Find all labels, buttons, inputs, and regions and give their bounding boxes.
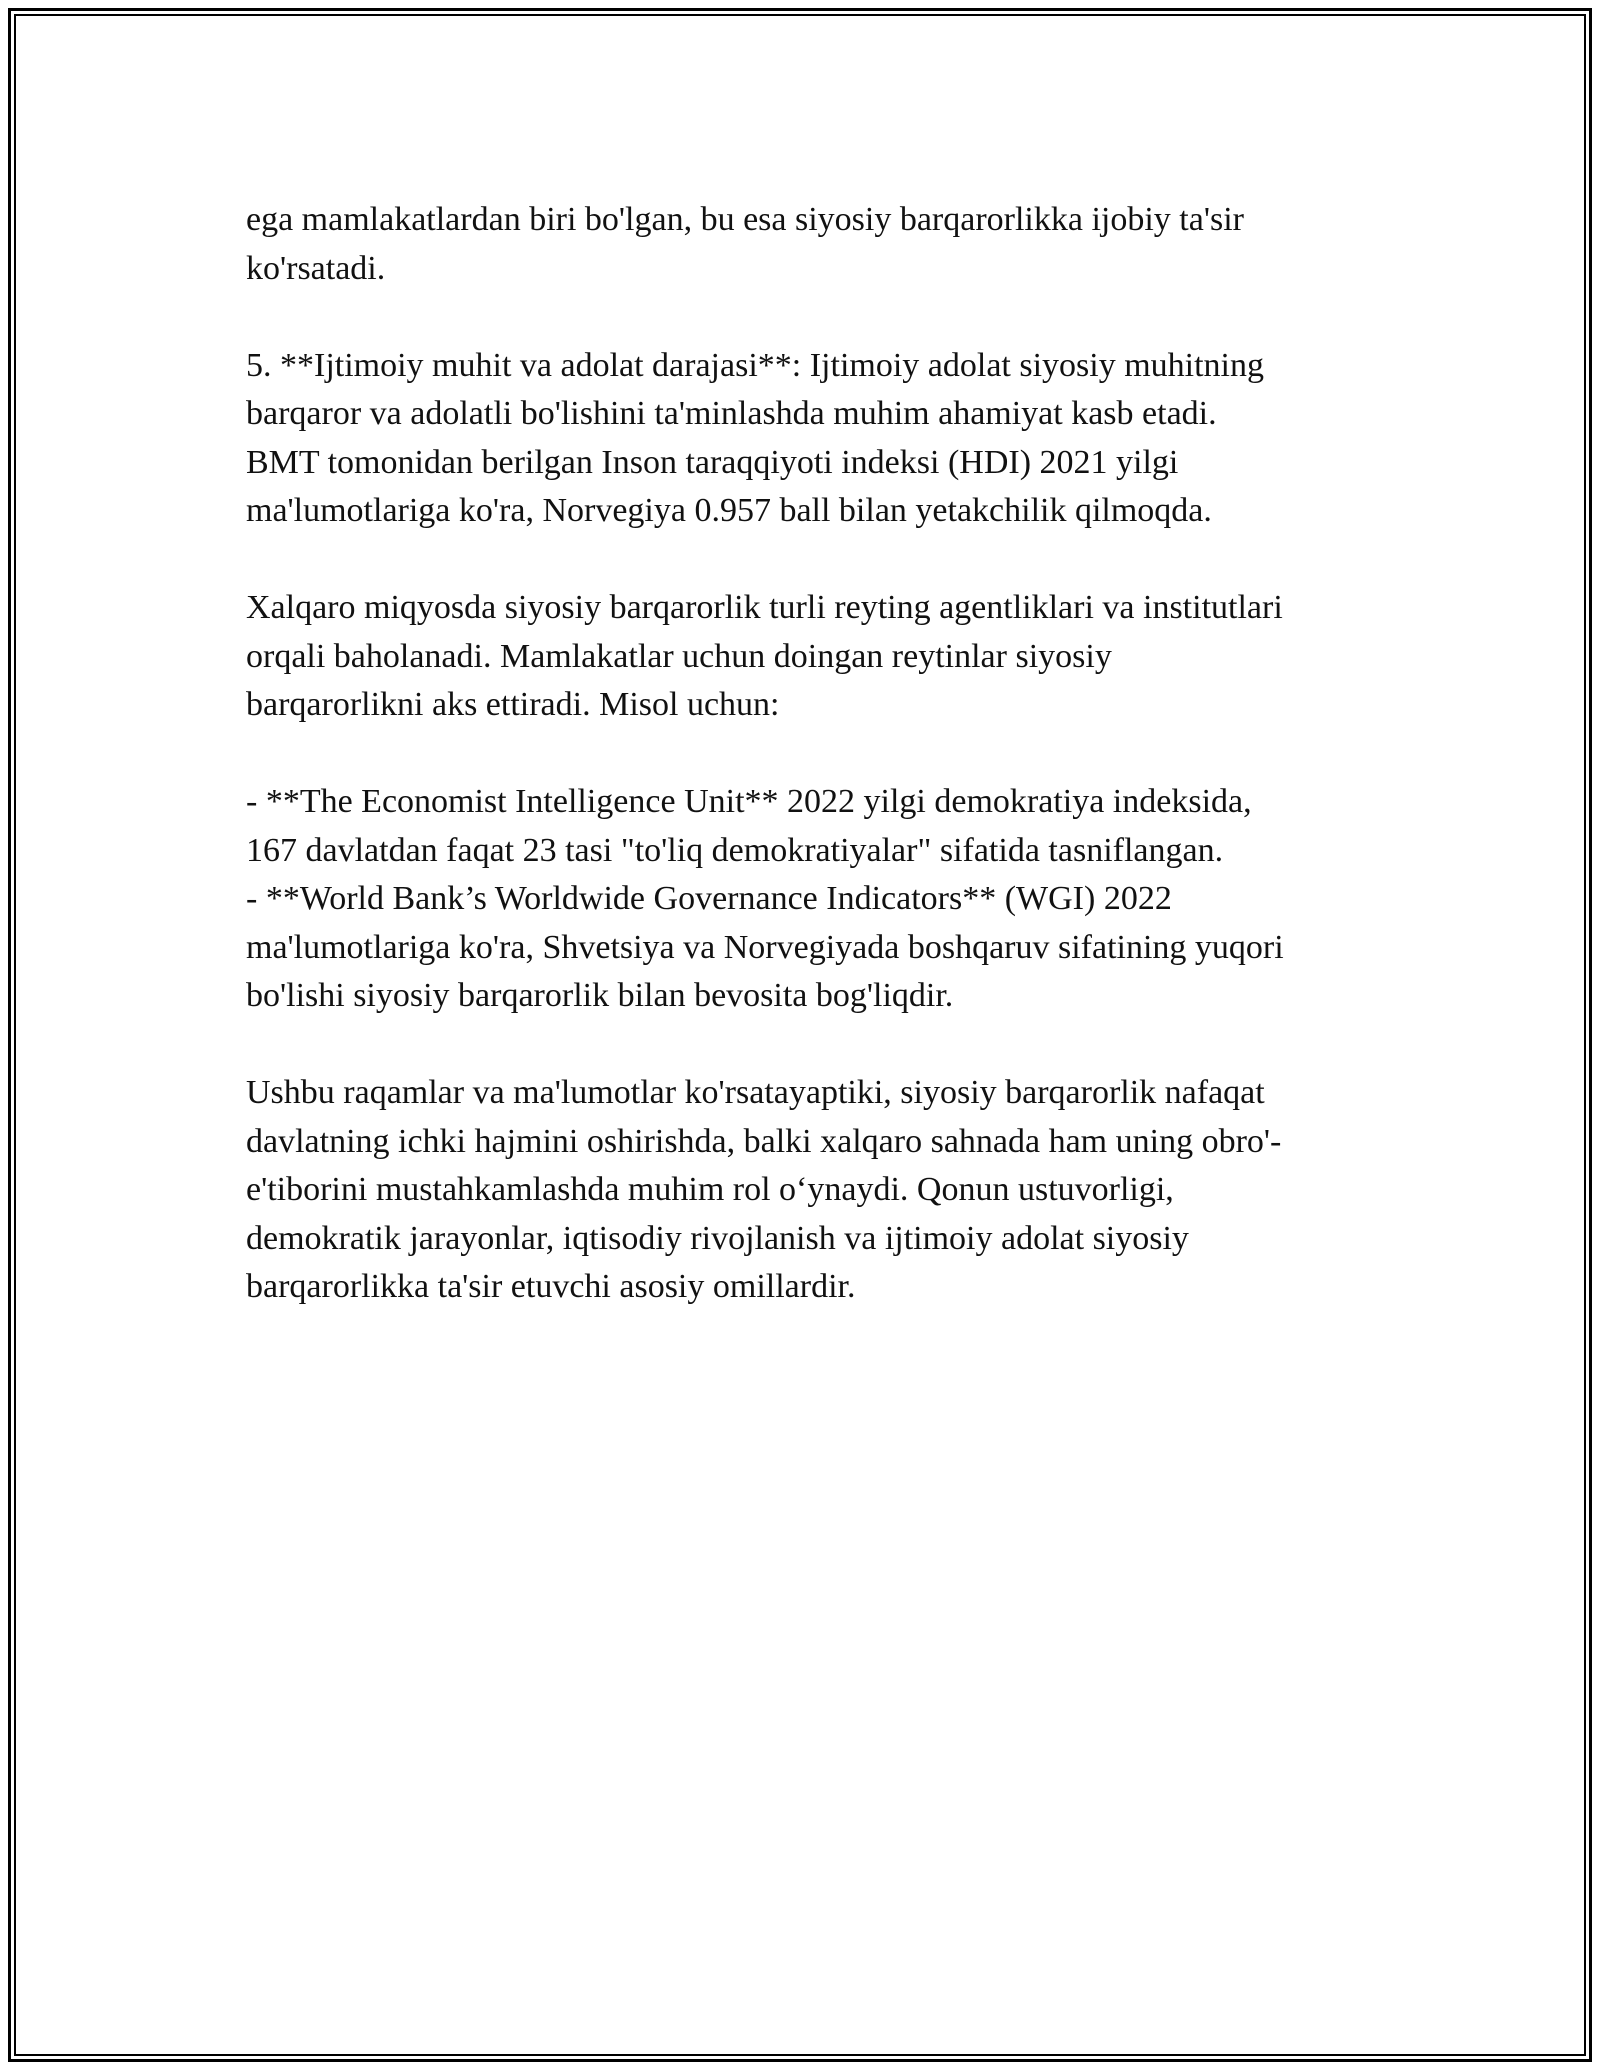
text-line: barqarorlikni aks ettiradi. Misol uchun: bbox=[246, 686, 780, 723]
text-line: 167 davlatdan faqat 23 tasi "to'liq demokratiyalar" sifatida tasniflangan. bbox=[246, 831, 1224, 869]
paragraph-item-5 bbox=[246, 342, 1376, 536]
text-line: orqali baholanadi. Mamlakatlar uchun doingan reytinlar siyosiy bbox=[246, 637, 1112, 675]
paragraph-conclusion bbox=[246, 1069, 1376, 1312]
text-line: ma'lumotlariga ko'ra, Norvegiya 0.957 ball bilan yetakchilik qilmoqda. bbox=[246, 492, 1212, 529]
text-line: demokratik jarayonlar, iqtisodiy rivojlanish va ijtimoiy adolat siyosiy bbox=[246, 1219, 1189, 1257]
text-line: barqarorlikka ta'sir etuvchi asosiy omillardir. bbox=[246, 1268, 856, 1305]
text-line: bo'lishi siyosiy barqarorlik bilan bevosita bog'liqdir. bbox=[246, 977, 954, 1014]
text-line: 5. **Ijtimoiy muhit va adolat darajasi**: Ijtimoiy adolat siyosiy muhitning bbox=[246, 346, 1264, 384]
text-line: Xalqaro miqyosda siyosiy barqarorlik turli reyting agentliklari va institutlari bbox=[246, 589, 1283, 626]
paragraph-gap bbox=[246, 536, 1376, 585]
paragraph-gap bbox=[246, 730, 1376, 779]
text-line: - **World Bank’s Worldwide Governance Indicators** (WGI) 2022 bbox=[246, 880, 1172, 917]
text-line: barqaror va adolatli bo'lishini ta'minlashda muhim ahamiyat kasb etadi. bbox=[246, 395, 1217, 432]
paragraph-gap bbox=[246, 1021, 1376, 1070]
document-body bbox=[246, 196, 1376, 1312]
paragraph-international bbox=[246, 584, 1376, 730]
text-line: BMT tomonidan berilgan Inson taraqqiyoti indeksi (HDI) 2021 yilgi bbox=[246, 443, 1179, 481]
paragraph-gap bbox=[246, 293, 1376, 342]
text-line: ko'rsatadi. bbox=[246, 249, 386, 287]
text-line: ma'lumotlariga ko'ra, Shvetsiya va Norvegiyada boshqaruv sifatining yuqori bbox=[246, 928, 1284, 966]
text-line: e'tiborini mustahkamlashda muhim rol o‘ynaydi. Qonun ustuvorligi, bbox=[246, 1171, 1174, 1208]
text-line: davlatning ichki hajmini oshirishda, balki xalqaro sahnada ham uning obro'- bbox=[246, 1122, 1282, 1160]
paragraph-bullets bbox=[246, 778, 1376, 1021]
text-line: ega mamlakatlardan biri bo'lgan, bu esa siyosiy barqarorlikka ijobiy ta'sir bbox=[246, 201, 1244, 238]
page-border bbox=[8, 8, 1592, 2062]
text-line: Ushbu raqamlar va ma'lumotlar ko'rsatayaptiki, siyosiy barqarorlik nafaqat bbox=[246, 1074, 1265, 1111]
paragraph-continuation bbox=[246, 196, 1376, 293]
text-line: - **The Economist Intelligence Unit** 2022 yilgi demokratiya indeksida, bbox=[246, 783, 1252, 820]
